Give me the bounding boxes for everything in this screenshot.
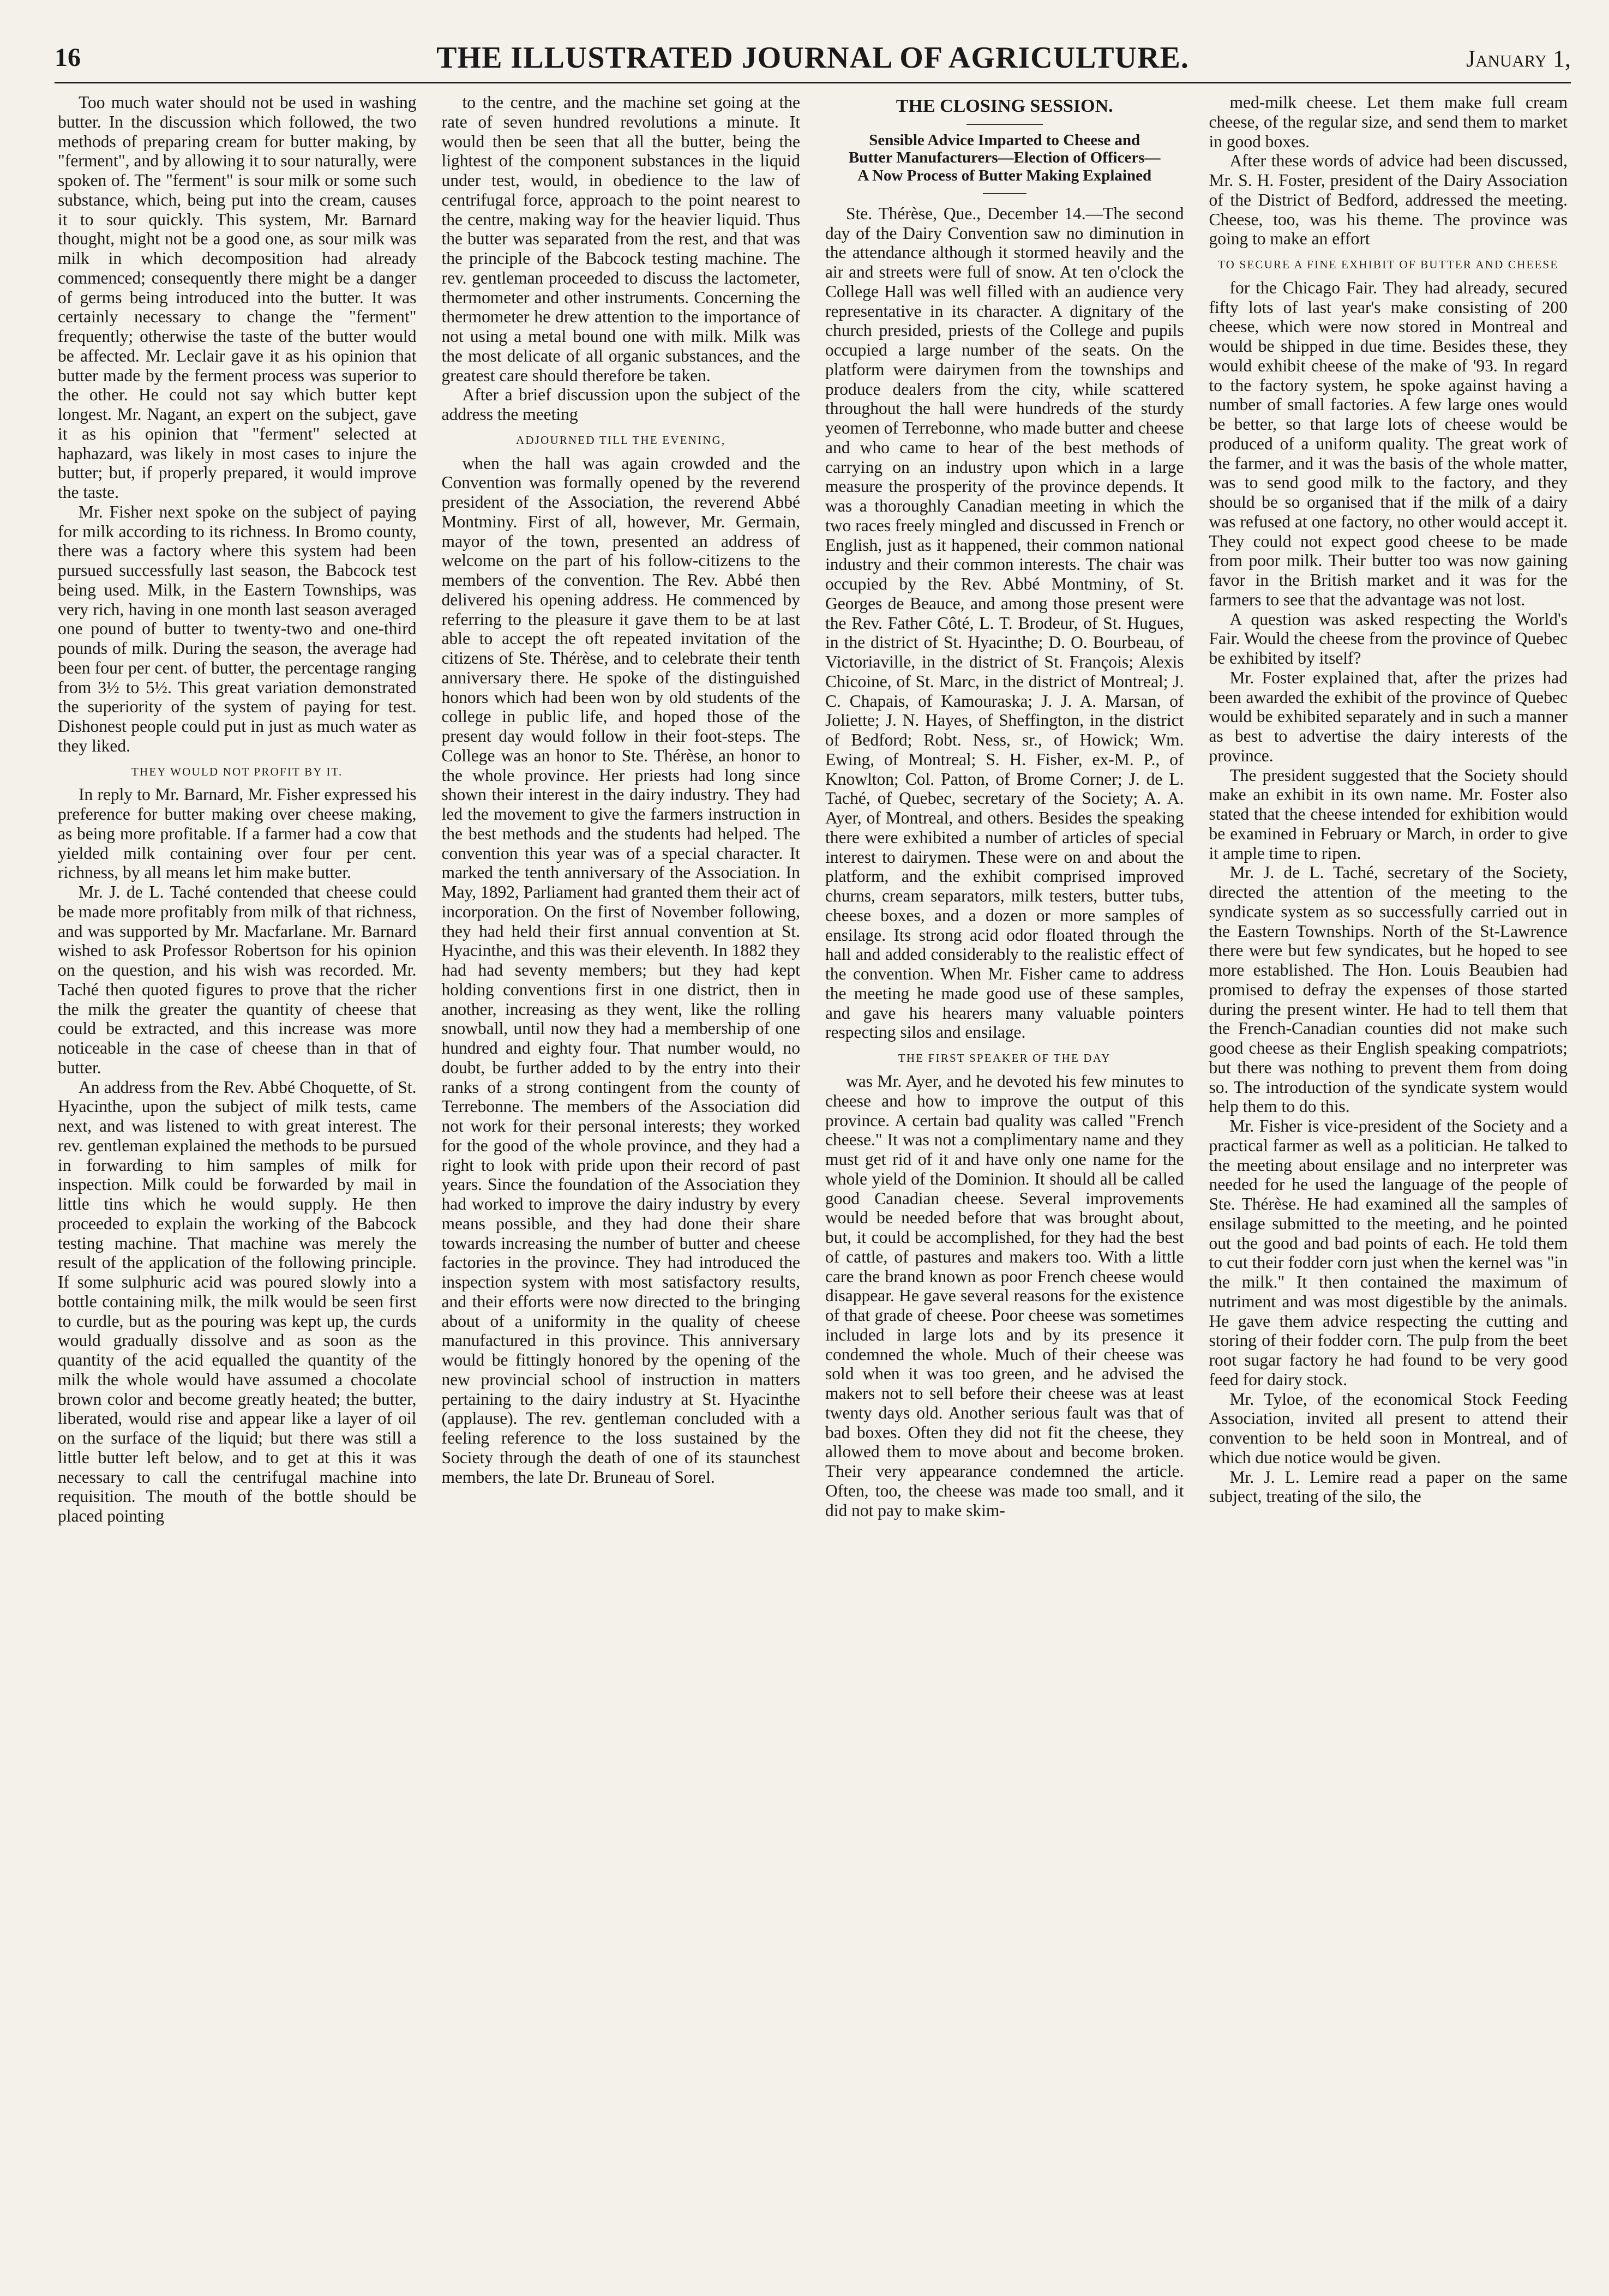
- newspaper-page: [55, 33, 1571, 2258]
- article-headline: THE CLOSING SESSION.: [896, 96, 1113, 116]
- subheading: ADJOURNED TILL THE EVENING,: [516, 433, 726, 447]
- columns: [55, 93, 1571, 2258]
- column-2: [439, 93, 804, 2258]
- paragraph: med-milk cheese. Let them make full cream cheese, of the regular size, and send them to market in good boxes.: [1209, 93, 1568, 151]
- paragraph: After these words of advice had been discussed, Mr. S. H. Foster, president of the Dairy Association of the District of Bedford, addressed the meeting. Cheese, too, was his theme. The province was going to make an effort: [1209, 151, 1568, 249]
- paragraph: Mr. J. de L. Taché, secretary of the Society, directed the attention of the meeting to the syndicate system as so successfully carried out in the Eastern Townships. North of the St-Lawrence there were but few syndicates, but he hoped to see more established. The Hon. Louis Beaubien had promised to defray the expenses of those started during the present winter. He had to tell them that the French-Canadian counties did not make such good cheese as their English speaking compatriots; but there was nothing to prevent them from doing so. The introduction of the syndicate system would help them to do this.: [1209, 863, 1568, 1116]
- journal-title: THE ILLUSTRATED JOURNAL OF AGRICULTURE.: [436, 41, 1189, 75]
- headline-rule: [966, 124, 1043, 125]
- paragraph: Too much water should not be used in washing butter. In the discussion which followed, the two methods of preparing cream for butter making, by "ferment", and by allowing it to sour naturally, were spoken of. The "ferment" is sour milk or some such substance, which, being put into the cream, causes it to sour quickly. This system, Mr. Barnard thought, might not be a good one, as sour milk was milk in which decomposition had already commenced; consequently there might be a danger of germs being introduced into the butter. It was certainly necessary to change the "ferment" frequently; otherwise the taste of the butter would be affected. Mr. Leclair gave it as his opinion that butter made by the ferment process was superior to the other. He could not say which butter kept longest. Mr. Nagant, an expert on the subject, gave it as his opinion that "ferment" selected at haphazard, was likely in most cases to injure the butter; but, if properly prepared, it would improve the taste.: [58, 93, 417, 502]
- paragraph: Ste. Thérèse, Que., December 14.—The second day of the Dairy Convention saw no diminution in the attendance although it stormed heavily and the air and streets were full of snow. At ten o'clock the College Hall was well filled with an audience very representative in its character. A dignitary of the church presided, priests of the College and pupils occupied a large number of the seats. On the platform were dairymen from the townships and produce dealers from the city, while scattered throughout the hall were hundreds of the sturdy yeomen of Terrebonne, who made butter and cheese and who came to hear of the best methods of carrying on an industry upon which in a large measure the prosperity of the province depends. It was a thoroughly Canadian meeting in which the two races freely mingled and discussed in French or English, just as it happened, their common national industry and their common interests. The chair was occupied by the Rev. Abbé Montminy, of St. Georges de Beauce, and among those present were the Rev. Father Côté, L. T. Brodeur, of St. Hugues, in the district of St. Hyacinthe; D. O. Bourbeau, of Victoriaville, in the district of St. François; Alexis Chicoine, of St. Marc, in the district of Montreal; J. C. Chapais, of Kamouraska; J. J. A. Marsan, of Joliette; J. N. Hayes, of Sheffington, in the district of Bedford; Robt. Ness, sr., of Howick; Wm. Ewing, of Montreal; S. H. Fisher, ex-M. P., of Knowlton; Col. Patton, of Brome Corner; J. de L. Taché, of Quebec, secretary of the Society; A. A. Ayer, of Montreal, and others. Besides the speaking there were exhibited a number of articles of special interest to dairymen. These were on and about the platform, and the exhibit comprised improved churns, cream separators, milk testers, butter tubs, cheese boxes, and a dozen or more samples of ensilage. Its strong acid odor floated through the hall and added considerably to the realistic effect of the convention. When Mr. Fisher came to address the meeting he made good use of these samples, and gave his hearers many valuable pointers respecting silos and ensilage.: [825, 203, 1184, 1042]
- paragraph: Mr. J. L. Lemire read a paper on the same subject, treating of the silo, the: [1209, 1467, 1568, 1506]
- article-deck: Sensible Advice Imparted to Cheese and Butter Manufacturers—Election of Officers—A Now Process of Butter Making Explained: [848, 131, 1161, 184]
- page-number: 16: [55, 43, 81, 72]
- subheading: THE FIRST SPEAKER OF THE DAY: [898, 1051, 1111, 1065]
- column-3: [822, 93, 1187, 2258]
- paragraph: Mr. Tyloe, of the economical Stock Feeding Association, invited all present to attend their convention to be held soon in Montreal, and of which due notice would be given.: [1209, 1389, 1568, 1467]
- paragraph: A question was asked respecting the World's Fair. Would the cheese from the province of Quebec be exhibited by itself?: [1209, 609, 1568, 668]
- subheading: TO SECURE A FINE EXHIBIT OF BUTTER AND CHEESE: [1218, 258, 1559, 271]
- paragraph: After a brief discussion upon the subject of the address the meeting: [441, 385, 800, 424]
- paragraph: Mr. Fisher is vice-president of the Society and a practical farmer as well as a politician. He talked to the meeting about ensilage and no interpreter was needed for he used the language of the people of Ste. Thérèse. He had examined all the samples of ensilage submitted to the meeting, and he pointed out the good and bad points of each. He told them to cut their fodder corn just when the kernel was "in the milk." It then contained the maximum of nutriment and was most digestible by the animals. He gave them advice respecting the cutting and storing of their fodder corn. The pulp from the beet root sugar factory he had found to be very good feed for dairy stock.: [1209, 1116, 1568, 1389]
- paragraph: Mr. Fisher next spoke on the subject of paying for milk according to its richness. In Bromo county, there was a factory where this system had been pursued successfully last season, the Babcock test being used. Milk, in the Eastern Townships, was very rich, having in one month last season averaged one pound of butter to twenty-two and one-third pounds of milk. During the season, the average had been four per cent. of butter, the percentage ranging from 3½ to 5½. This great variation demonstrated the superiority of the system of paying for test. Dishonest people could put in just as much water as they liked.: [58, 502, 417, 755]
- paragraph: The president suggested that the Society should make an exhibit in its own name. Mr. Foster also stated that the cheese intended for exhibition would be examined in February or March, in order to give it ample time to ripen.: [1209, 765, 1568, 863]
- paragraph: when the hall was again crowded and the Convention was formally opened by the reverend president of the Association, the reverend Abbé Montminy. First of all, however, Mr. Germain, mayor of the town, presented an address of welcome on the part of his follow-citizens to the members of the convention. The Rev. Abbé then delivered his opening address. He commenced by referring to the pleasure it gave them to be at last able to accept the oft repeated invitation of the citizens of Ste. Thérèse, and to celebrate their tenth anniversary there. He spoke of the distinguished honors which had been won by old students of the college in public life, and hoped those of the present day would follow in their foot-steps. The College was an honor to Ste. Thérèse, an honor to the whole province. Her priests had long since shown their interest in the dairy industry. They had led the movement to give the farmers instruction in the best methods and the students had helped. The convention this year was of a special character. It marked the tenth anniversary of the Association. In May, 1892, Parliament had granted them their act of incorporation. On the first of November following, they had held their first annual convention at St. Hyacinthe, and this was their eleventh. In 1882 they had had seventy members; but they had kept holding conventions first in one district, then in another, increasing as they went, like the rolling snowball, until now they had a membership of one hundred and eighty four. That number would, no doubt, be further added to by the entry into their ranks of a strong contingent from the county of Terrebonne. The members of the Association did not work for their personal interests; they worked for the good of the whole province, and they had a right to look with pride upon their record of past years. Since the foundation of the Association they had worked to improve the dairy industry by every means possible, and they had done their share towards increasing the number of butter and cheese factories in the province. They had introduced the inspection system with most satisfactory results, and their efforts were now directed to the bringing about of a uniformity in the quality of cheese manufactured in this province. This anniversary would be fittingly honored by the opening of the new provincial school of instruction in matters pertaining to the dairy industry at St. Hyacinthe (applause). The rev. gentleman concluded with a feeling reference to the loss sustained by the Society through the death of one of its staunchest members, the late Dr. Bruneau of Sorel.: [441, 453, 801, 1487]
- subheading: THEY WOULD NOT PROFIT BY IT.: [131, 765, 343, 778]
- paragraph: An address from the Rev. Abbé Choquette, of St. Hyacinthe, upon the subject of milk tests, came next, and was listened to with great interest. The rev. gentleman explained the methods to be pursued in forwarding to him samples of milk for inspection. Milk could be forwarded by mail in little tins which he would supply. He then proceeded to explain the working of the Babcock testing machine. That machine was merely the result of the application of the following principle. If some sulphuric acid was poured slowly into a bottle containing milk, the milk would be seen first to curdle, but as the pouring was kept up, the curds would gradually dissolve and as soon as the quantity of the acid equalled the quantity of the milk the whole would have assumed a chocolate brown color and become greatly heated; the butter, liberated, would rise and appear like a layer of oil on the surface of the liquid; but there was still a little butter left below, and to get at this it was necessary to call the centrifugal machine into requisition. The mouth of the bottle should be placed pointing: [58, 1077, 417, 1526]
- column-1: [55, 93, 420, 2258]
- column-4: [1206, 93, 1571, 2258]
- paragraph: Mr. Foster explained that, after the prizes had been awarded the exhibit of the province of Quebec would be exhibited separately and in such a manner as best to advertise the dairy interests of the province.: [1209, 668, 1568, 765]
- page-header: [55, 33, 1571, 83]
- paragraph: for the Chicago Fair. They had already, secured fifty lots of last year's make consisting of 200 cheese, which were now stored in Montreal and would be shipped in due time. Besides these, they would exhibit cheese of the make of '93. In regard to the factory system, he spoke against having a number of small factories. A few large ones would be better, so that large lots of cheese would be produced of a uniform quality. The great work of the farmer, and it was the basis of the whole matter, was to send good milk to the factory, and they should be so organised that if the milk of a dairy was refused at one factory, no other would accept it. They could not expect good cheese to be made from poor milk. Their butter too was now gaining favor in the British market and it was for the farmers to see that the advantage was not lost.: [1209, 278, 1568, 609]
- issue-date: January 1,: [1466, 45, 1571, 72]
- paragraph: was Mr. Ayer, and he devoted his few minutes to cheese and how to improve the output of this province. A certain bad quality was called "French cheese." It was not a complimentary name and they must get rid of it and have only one name for the whole yield of the Dominion. It should all be called good Canadian cheese. Several improvements would be needed before that was brought about, but, it could be accomplished, for they had the best of cattle, of pastures and makers too. With a little care the brand known as poor French cheese would disappear. He gave several reasons for the existence of that grade of cheese. Poor cheese was sometimes included in large lots and by its presence it condemned the whole. Much of their cheese was sold when it was too green, and he advised the makers not to sell before their cheese was at least twenty days old. Another serious fault was that of bad boxes. Often they did not fit the cheese, they allowed them to move about and become broken. Their very appearance condemned the article. Often, too, the cheese was made too small, and it did not pay to make skim-: [825, 1072, 1184, 1520]
- paragraph: to the centre, and the machine set going at the rate of seven hundred revolutions a minute. It would then be seen that all the butter, being the lightest of the component substances in the liquid under test, would, in obedience to the law of centrifugal force, approach to the point nearest to the centre, making way for the heavier liquid. Thus the butter was separated from the rest, and that was the principle of the Babcock testing machine. The rev. gentleman proceeded to discuss the lactometer, thermometer and other instruments. Concerning the thermometer he drew attention to the importance of not using a metal bound one with milk. Milk was the most delicate of all organic substances, and the greatest care should therefore be taken.: [441, 93, 800, 385]
- deck-rule: [983, 193, 1026, 194]
- paragraph: In reply to Mr. Barnard, Mr. Fisher expressed his preference for butter making over cheese making, as being more profitable. If a farmer had a cow that yielded milk containing over four per cent. richness, by all means let him make butter.: [58, 785, 417, 882]
- paragraph: Mr. J. de L. Taché contended that cheese could be made more profitably from milk of that richness, and was supported by Mr. Macfarlane. Mr. Barnard wished to ask Professor Robertson for his opinion on the question, and his wish was recorded. Mr. Taché then quoted figures to prove that the richer the milk the greater the quantity of cheese that could be extracted, and this increase was more noticeable in the case of cheese than in that of butter.: [58, 882, 417, 1077]
